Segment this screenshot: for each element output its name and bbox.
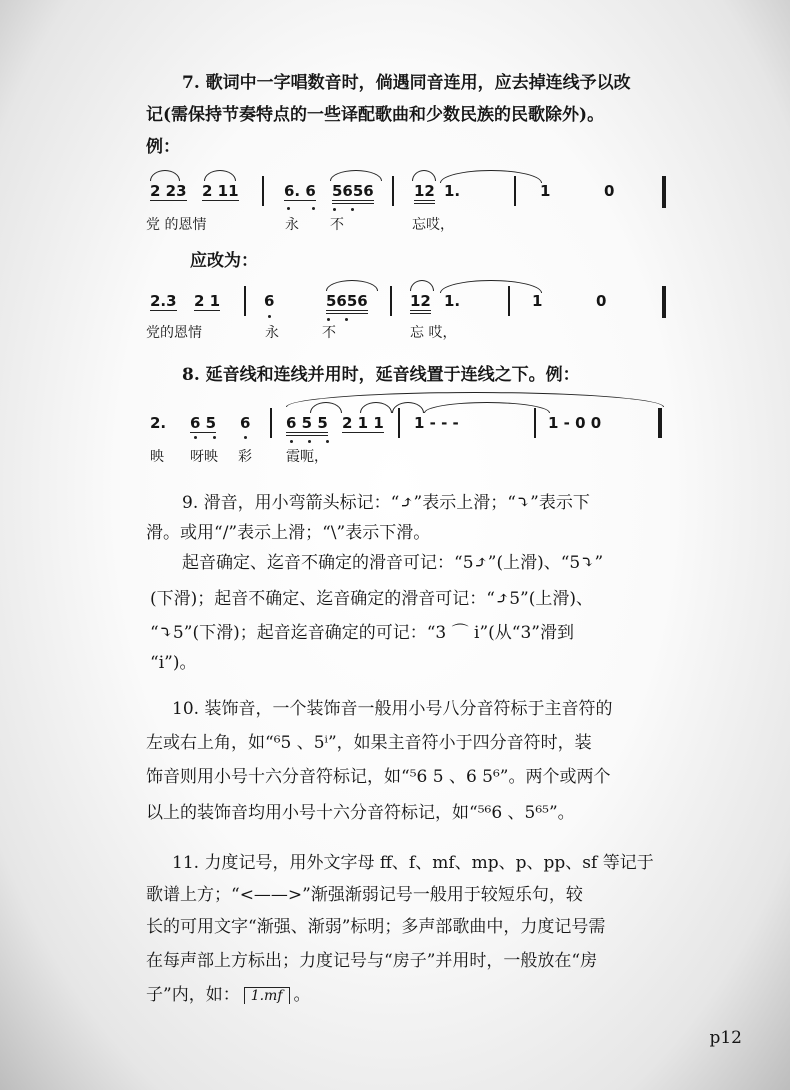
note-group: 1 - - - <box>414 414 459 432</box>
barline <box>508 286 510 316</box>
s11-line5-text: 子”内，如： <box>146 985 240 1005</box>
note-group: 2 1 <box>194 292 221 310</box>
change-label: 应改为： <box>190 251 258 271</box>
lyric: 忘 哎， <box>410 325 457 341</box>
note-group: 6 5 <box>190 414 217 432</box>
low-dot <box>290 440 293 443</box>
low-dot <box>308 440 311 443</box>
s9-line6: “i”)。 <box>150 653 197 673</box>
slur <box>410 280 434 291</box>
low-dot <box>244 436 247 439</box>
barline <box>514 176 516 206</box>
note: 2. <box>150 414 167 432</box>
s11-line3: 长的可用文字“渐强、渐弱”标明；多声部歌曲中，力度记号需 <box>146 917 606 937</box>
s7-line1: 7. 歌词中一字唱数音时，倘遇同音连用，应去掉连线予以改 <box>182 73 631 93</box>
note-group: 5656 <box>332 182 374 204</box>
s7-example-label: 例： <box>146 137 180 157</box>
s9-line5: “⤵5”(下滑)；起音迄音确定的可记：“3 ⌒ i”(从“3”滑到 <box>150 623 574 643</box>
lyric: 霞呃， <box>286 449 328 465</box>
lyric: 忘哎， <box>412 217 454 233</box>
low-dot <box>213 436 216 439</box>
note-group: 2 1 1 <box>342 414 384 432</box>
note-group: 6. 6 <box>284 182 316 200</box>
lyric: 党的恩情 <box>146 325 202 341</box>
barline <box>662 176 666 208</box>
barline <box>658 408 662 438</box>
lyric: 映 <box>150 449 164 465</box>
note-group: 2.3 <box>150 292 177 310</box>
s11-line2: 歌谱上方；“<——>”渐强渐弱记号一般用于较短乐句，较 <box>146 885 583 905</box>
slur <box>326 280 378 291</box>
barline <box>390 286 392 316</box>
s11-line4: 在每声部上方标出；力度记号与“房子”并用时，一般放在“房 <box>146 951 598 971</box>
note-group: 12 <box>414 182 435 204</box>
s7-line2: 记(需保持节奏特点的一些译配歌曲和少数民族的民歌除外)。 <box>146 105 605 125</box>
s9-line2: 滑。或用“/”表示上滑；“\”表示下滑。 <box>146 523 431 543</box>
rest: 0 <box>604 182 615 200</box>
s10-line4: 以上的装饰音均用小号十六分音符标记，如“⁵⁶6 、5⁶⁵”。 <box>146 803 575 823</box>
barline <box>398 408 400 438</box>
low-dot <box>351 208 354 211</box>
barline <box>244 286 246 316</box>
slur <box>204 170 236 181</box>
note-group: 6 5 5 <box>286 414 328 436</box>
lyric: 永 <box>265 325 279 341</box>
low-dot <box>268 315 271 318</box>
s9-line4: (下滑)；起音不确定、迄音确定的滑音可记：“⤴5”(上滑)、 <box>150 589 593 609</box>
s11-line5-end: 。 <box>293 985 311 1005</box>
note-group: 2 23 <box>150 182 187 200</box>
note: 1. <box>444 292 461 310</box>
s9-line3: 起音确定、迄音不确定的滑音可记：“5⤴”(上滑)、“5⤵” <box>182 553 604 573</box>
lyric: 不 <box>330 217 344 233</box>
lyric: 不 <box>322 325 336 341</box>
note-group: 1 - 0 0 <box>548 414 602 432</box>
low-dot <box>345 318 348 321</box>
barline <box>392 176 394 206</box>
note: 1. <box>444 182 461 200</box>
low-dot <box>333 208 336 211</box>
lyric: 党 的恩情 <box>146 217 207 233</box>
note-group: 2 11 <box>202 182 239 200</box>
rest: 0 <box>596 292 607 310</box>
lyric: 彩 <box>238 449 252 465</box>
s8-line1: 8. 延音线和连线并用时，延音线置于连线之下。例： <box>182 365 580 385</box>
slur <box>412 170 436 181</box>
note: 1 <box>540 182 551 200</box>
low-dot <box>194 436 197 439</box>
note: 6 <box>240 414 251 432</box>
barline <box>662 286 666 318</box>
s11-line1: 11. 力度记号，用外文字母 ff、f、mf、mp、p、pp、sf 等记于 <box>172 853 654 873</box>
s10-line1: 10. 装饰音，一个装饰音一般用小号八分音符标于主音符的 <box>172 699 613 719</box>
s9-line1: 9. 滑音，用小弯箭头标记：“⤴”表示上滑；“⤵”表示下 <box>182 493 590 513</box>
barline <box>534 408 536 438</box>
lyric: 永 <box>285 217 299 233</box>
s10-line3: 饰音则用小号十六分音符标记，如“⁵6 5 、6 5⁶”。两个或两个 <box>146 767 611 787</box>
low-dot <box>312 207 315 210</box>
barline <box>270 408 272 438</box>
slur <box>150 170 180 181</box>
low-dot <box>327 318 330 321</box>
lyric: 呀映 <box>190 449 218 465</box>
low-dot <box>287 207 290 210</box>
barline <box>262 176 264 206</box>
volta-box: 1.mf <box>244 987 290 1004</box>
page-number: p12 <box>709 1028 742 1048</box>
note: 1 <box>532 292 543 310</box>
note-group: 12 <box>410 292 431 314</box>
note: 6 <box>264 292 275 310</box>
low-dot <box>326 440 329 443</box>
s10-line2: 左或右上角，如“⁶5 、5ⁱ”，如果主音符小于四分音符时，装 <box>146 733 592 753</box>
s11-line5 <box>146 984 311 1006</box>
slur <box>330 170 382 181</box>
note-group: 5656 <box>326 292 368 314</box>
